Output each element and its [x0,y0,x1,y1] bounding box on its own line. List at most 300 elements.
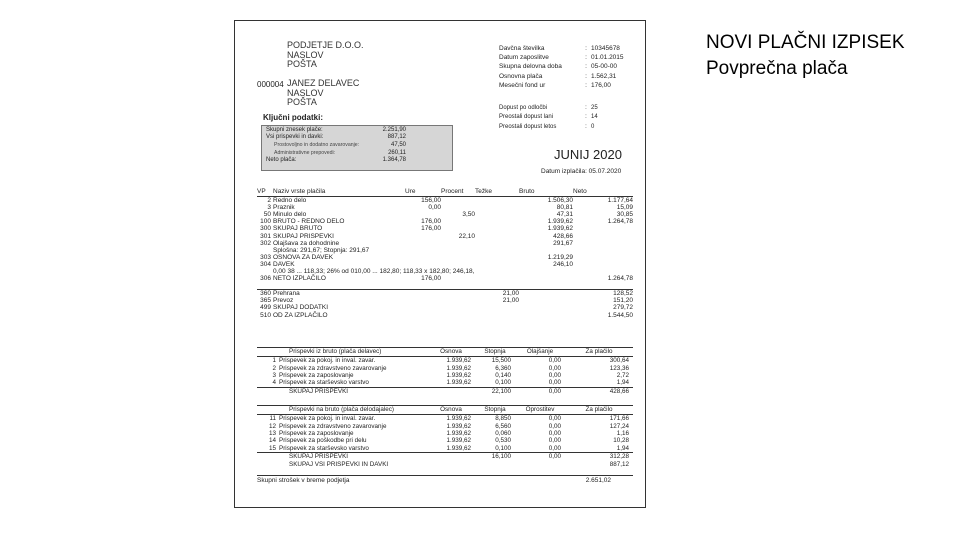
cell-name: 0,00 38 ... 118,33; 26% od 010,00 ... 182,80; 118,33 x 182,80; 246,18, [273,267,475,275]
meta-label: Dopust po odločbi [499,104,548,111]
sum-payable: 312,28 [565,452,633,460]
cell-stopnja: 6,560 [495,422,511,430]
leave-meta [499,103,639,132]
meta-row [499,63,639,72]
cell-teznost [475,254,519,261]
meta-value: 05-00-00 [591,63,618,71]
cell-procent [441,225,475,232]
col-base: Osnova [427,406,475,415]
table-row [257,357,633,365]
table-row [257,422,633,429]
cell-bruto: 1.506,30 [547,197,573,205]
cell-name: Prevoz [273,297,294,305]
cell-osnova: 1.939,62 [446,422,471,430]
cell-procent [441,312,475,319]
cell-ure [405,240,441,247]
cell-teznost [475,247,519,254]
table-row [257,275,633,282]
cell-ure [405,261,441,268]
cell-bruto: 1.939,62 [547,225,573,233]
employee-meta [499,44,639,90]
sum-payable: 428,66 [565,387,633,395]
cell-name: BRUTO - REDNO DELO [273,218,345,226]
key-data-label: Skupni znesek plače: [266,126,323,133]
col-base: Osnova [427,348,475,357]
company-post: POŠTA [287,59,317,69]
cell-neto [573,254,633,261]
cell-ure [405,282,441,290]
cell-ure [405,304,441,311]
key-data-value: 887,12 [387,134,406,141]
cell-teznost [475,268,519,275]
cell-osnova: 1.939,62 [446,437,471,445]
cell-teznost [475,218,519,225]
total-cost-row [257,475,633,486]
cell-neto: 30,85 [616,211,633,219]
cell-teznost [475,304,519,311]
cell-olajsava: 0,00 [548,415,561,423]
slide-title-line2: Povprečna plača [706,58,848,79]
payment-table [257,187,633,319]
table-row [257,437,633,444]
meta-colon: : [585,53,587,61]
table-row [257,364,633,371]
cell-procent [441,204,475,211]
employee-name: JANEZ DELAVEC [287,78,360,88]
cell-stopnja: 15,500 [491,357,511,365]
contributions-from-gross-table [257,347,633,395]
cell-zaplacilo: 123,36 [609,364,629,372]
employee-address [287,79,359,108]
meta-label: Davčna številka [499,44,545,52]
cell-vp: 306 [260,275,271,283]
cell-bruto: 428,66 [553,232,573,240]
cell-bruto: 80,81 [556,204,573,212]
cell-vp: 304 [260,260,271,268]
cell-teznost [475,275,519,282]
table-row [257,247,633,254]
cell-n [257,460,279,467]
cell-ure: 176,00 [421,275,441,283]
cell-bruto [519,268,573,275]
cell-name: Prispevek za pokoj. in inval. zavar. [279,357,376,365]
cell-zaplacilo: 1,94 [616,444,629,452]
cell-procent [441,297,475,304]
cell-bruto: 1.939,62 [547,218,573,226]
cell-name: Prispevek za zdravstveno zavarovanje [279,364,387,372]
table-row [257,232,633,239]
table-row [257,254,633,261]
cell-procent [441,240,475,247]
meta-value: 1.562,31 [591,72,617,80]
meta-row [499,53,639,62]
cell-teznost [475,211,519,218]
cell-teznost [475,240,519,247]
cell-vp: 50 [263,211,271,219]
sum-row [257,387,633,395]
cell-name: Splošna: 291,67; Stopnja: 291,67 [273,246,370,254]
table-row [257,445,633,453]
table-row [257,268,633,275]
cell-procent [441,247,475,254]
key-data-title: Ključni podatki: [263,113,323,122]
cell-ure: 176,00 [421,225,441,233]
company-name: PODJETJE D.O.O. [287,40,364,50]
sum-relief: 0,00 [515,452,565,460]
cell-n [257,452,279,460]
meta-colon: : [585,104,587,111]
sum-row-all [257,460,633,467]
meta-label: Preostali dopust lani [499,114,554,121]
cell-name [271,282,405,290]
cell-name: Prehrana [271,290,405,298]
cell-stopnja: 0,100 [495,379,511,387]
cell-procent [441,197,475,205]
sum-row [257,452,633,460]
cell-procent [441,218,475,225]
table-row [257,304,633,311]
cell-n [257,387,279,395]
cell-osnova: 1.939,62 [446,444,471,452]
sum-rate: 22,100 [475,387,515,395]
cell-bruto: 291,67 [553,239,573,247]
table-row [257,240,633,247]
key-data-label: Vsi prispevki in davki: [266,134,324,141]
table-row [257,282,633,290]
col-exemption: Oprostitev [515,406,565,415]
key-data-value: 1.364,78 [382,157,406,164]
cell-procent: 3,50 [462,211,475,219]
meta-value: 14 [591,114,598,121]
table-row [257,430,633,437]
company-street: NASLOV [287,49,324,60]
cell-olajsava: 0,00 [548,422,561,430]
key-data-value: 260,11 [388,149,406,156]
cell-name: DAVEK [273,260,295,268]
col-percent: Procent [441,187,475,197]
cell-vp: 360 [257,290,271,298]
cell-bruto [519,312,573,319]
cell-empty [427,460,475,467]
cell-name: Praznik [273,204,295,212]
cell-ure [405,247,441,254]
cell-teznost [475,261,519,268]
meta-colon: : [585,81,587,89]
sum-all-label: SKUPAJ VSI PRISPEVKI IN DAVKI [289,460,389,468]
cell-teznost: 21,00 [502,297,519,305]
table-row [257,379,633,387]
cell-n: 15 [268,444,276,452]
cell-teznost [475,312,519,319]
key-data-value: 47,50 [390,141,406,148]
col-name: Naziv vrste plačila [271,187,405,197]
cell-stopnja: 0,530 [495,437,511,445]
cell-empty [475,460,515,467]
table-row [257,297,633,304]
cell-stopnja: 0,140 [495,371,511,379]
cell-teznost [475,225,519,232]
cell-osnova: 1.939,62 [446,429,471,437]
cell-neto [573,261,633,268]
cell-n: 12 [268,422,276,430]
meta-colon: : [585,44,587,52]
cell-procent [441,304,475,311]
cell-name: Minulo delo [273,211,307,219]
employee-street: NASLOV [287,87,324,98]
col-contrib-name: Prispevki iz bruto (plača delavec) [279,348,427,357]
cell-name: Prispevek za pokoj. in inval. zavar. [279,415,376,423]
cell-olajsava: 0,00 [548,437,561,445]
meta-colon: : [585,72,587,80]
cell-bruto [519,247,573,254]
cell-vp: 499 [260,304,271,312]
meta-label: Osnovna plača [499,72,543,80]
cell-neto: 1.544,50 [607,311,633,319]
cell-teznost [475,232,519,239]
total-cost-value: 2.651,02 [585,477,611,484]
col-hours: Ure [405,187,441,197]
cell-neto: 279,72 [613,304,633,312]
cell-neto: 151,20 [613,297,633,305]
contributions-on-gross-table [257,405,633,468]
table-row [257,225,633,232]
cell-olajsava: 0,00 [548,357,561,365]
cell-olajsava: 0,00 [548,429,561,437]
cell-name: SKUPAJ PRISPEVKI [273,232,334,240]
cell-vp: 3 [267,204,271,212]
cell-zaplacilo: 300,64 [609,357,629,365]
cell-name: OD ZA IZPLAČILO [273,311,328,319]
cell-vp: 300 [260,225,271,233]
meta-label: Datum zaposlitve [499,53,549,61]
cell-name: Prispevek za starševsko varstvo [279,379,369,387]
cell-zaplacilo: 1,16 [616,429,629,437]
meta-row [499,113,639,123]
cell-procent [441,282,475,290]
cell-empty [515,460,565,467]
cell-n: 2 [272,364,276,372]
cell-zaplacilo: 10,28 [613,437,629,445]
cell-osnova [427,452,475,460]
cell-bruto [519,297,573,304]
cell-n: 11 [269,415,276,423]
meta-colon: : [585,114,587,121]
meta-value: 0 [591,123,595,130]
col-relief: Olajšanje [515,348,565,357]
col-payable: Za plačilo [565,406,633,415]
table-row [257,415,633,423]
meta-value: 01.01.2015 [591,53,624,61]
key-data-row [262,156,452,164]
table-row [257,197,633,205]
cell-stopnja: 8,850 [495,415,511,423]
cell-bruto [519,304,573,311]
cell-vp: 301 [260,232,271,240]
cell-name: Prispevek za zdravstveno zavarovanje [279,422,387,430]
cell-neto [573,268,633,275]
sum-label: SKUPAJ PRISPEVKI [279,387,427,395]
cell-osnova: 1.939,62 [446,357,471,365]
cell-zaplacilo: 1,94 [616,379,629,387]
cell-ure: 0,00 [428,204,441,212]
cell-vp: 303 [260,253,271,261]
meta-colon: : [585,123,587,130]
cell-ure: 156,00 [421,197,441,205]
cell-neto [573,247,633,254]
cell-vp: 365 [260,297,271,305]
cell-zaplacilo: 171,66 [609,415,629,423]
meta-row [499,44,639,53]
employee-post: POŠTA [287,97,317,107]
cell-teznost [475,204,519,211]
meta-value: 25 [591,104,598,111]
cell-stopnja: 0,100 [495,444,511,452]
col-gross: Bruto [519,187,573,197]
meta-label: Mesečni fond ur [499,81,546,89]
cell-name: SKUPAJ DODATKI [273,304,329,312]
col-net: Neto [573,187,633,197]
cell-osnova: 1.939,62 [446,371,471,379]
cell-osnova [427,387,475,395]
cell-n: 4 [272,379,276,387]
meta-row [499,122,639,132]
cell-vp: 302 [260,239,271,247]
cell-neto [573,232,633,239]
cell-neto: 1.264,78 [607,218,633,226]
cell-neto [573,225,633,232]
cell-neto [573,282,633,290]
cell-procent: 22,10 [458,232,475,240]
cell-name: OSNOVA ZA DAVEK [273,253,334,261]
cell-osnova: 1.939,62 [446,415,471,423]
cell-n: 14 [268,437,276,445]
slide-title [706,30,946,82]
cell-olajsava: 0,00 [548,379,561,387]
table-row [257,261,633,268]
payslip-document [234,20,646,508]
table-row [257,218,633,225]
cell-n: 13 [268,429,276,437]
cell-ure: 176,00 [421,218,441,226]
cell-procent [441,275,475,282]
cell-neto [573,240,633,247]
meta-value: 176,00 [591,81,611,89]
col-rate: Stopnja [475,406,515,415]
meta-row [499,103,639,113]
cell-vp: 100 [260,218,271,226]
key-data-label: Prostovoljno in dodatno zavarovanje: [274,141,360,148]
cell-olajsava: 0,00 [548,364,561,372]
table-row [257,372,633,379]
cell-name: Prispevek za starševsko varstvo [279,444,369,452]
cell-name: Redno delo [273,197,307,205]
meta-label: Skupna delovna doba [499,63,562,71]
cell-ure [405,254,441,261]
cell-bruto [519,282,573,290]
cell-teznost [475,282,519,290]
cell-zaplacilo: 2,72 [616,371,629,379]
payslip-month: JUNIJ 2020 [554,147,622,162]
key-data-box [261,125,453,171]
cell-vp: 2 [267,197,271,205]
table-row [257,290,633,298]
meta-label: Preostali dopust letos [499,123,557,130]
cell-ure [405,232,441,239]
cell-n: 1 [272,357,276,365]
table-row [257,211,633,218]
meta-row [499,81,639,90]
cell-teznost: 21,00 [475,290,519,298]
sum-rate: 16,100 [475,452,515,460]
cell-vp [257,268,271,275]
cell-neto: 15,09 [616,204,633,212]
sum-label: SKUPAJ PRISPEVKI [279,452,427,460]
key-data-label: Neto plača: [266,157,297,164]
cell-osnova: 1.939,62 [446,364,471,372]
company-address [287,41,364,70]
cell-stopnja: 6,360 [495,364,511,372]
cell-vp: 510 [260,311,271,319]
employee-id: 000004 [257,80,284,89]
cell-zaplacilo: 127,24 [609,422,629,430]
cell-ure [405,211,441,218]
payment-date: Datum izplačila: 05.07.2020 [541,168,622,175]
cell-bruto [519,290,573,298]
cell-name: Prispevek za poškodbe pri delu [279,437,367,445]
cell-ure [405,312,441,319]
meta-row [499,72,639,81]
cell-name: SKUPAJ BRUTO [273,225,323,233]
cell-neto: 128,52 [573,290,633,298]
cell-bruto: 1.219,29 [547,253,573,261]
key-data-value: 2.251,90 [382,126,406,133]
cell-teznost [475,197,519,205]
cell-procent [441,261,475,268]
col-rate: Stopnja [475,348,515,357]
meta-value: 10345678 [591,44,620,52]
meta-colon: : [585,63,587,71]
cell-procent [441,290,475,298]
col-difficulty: Težke [475,187,519,197]
cell-neto: 1.264,78 [607,275,633,283]
col-payable: Za plačilo [565,348,633,357]
cell-bruto: 47,31 [556,211,573,219]
col-vp: VP [257,187,271,197]
cell-procent [441,254,475,261]
cell-name: NETO IZPLAČILO [273,275,326,283]
cell-neto: 1.177,64 [607,197,633,205]
cell-name: Olajšava za dohodnine [273,239,340,247]
cell-olajsava: 0,00 [548,444,561,452]
cell-olajsava: 0,00 [548,371,561,379]
cell-name: Prispevek za zaposlovanje [279,371,354,379]
cell-osnova: 1.939,62 [446,379,471,387]
cell-vp [257,282,271,290]
cell-name: Prispevek za zaposlovanje [279,429,354,437]
cell-vp [257,247,271,254]
cell-bruto [519,275,573,282]
cell-bruto: 246,10 [553,260,573,268]
cell-stopnja: 0,060 [495,429,511,437]
table-row [257,204,633,211]
cell-n: 3 [272,371,276,379]
key-data-label: Administrativne prepovedi: [274,149,336,156]
sum-all-payable: 887,12 [609,460,629,468]
table-row [257,312,633,319]
col-contrib-name: Prispevki na bruto (plača delodajalec) [279,406,427,415]
total-cost-label: Skupni strošek v breme podjetja [257,477,350,484]
cell-ure [405,290,441,298]
